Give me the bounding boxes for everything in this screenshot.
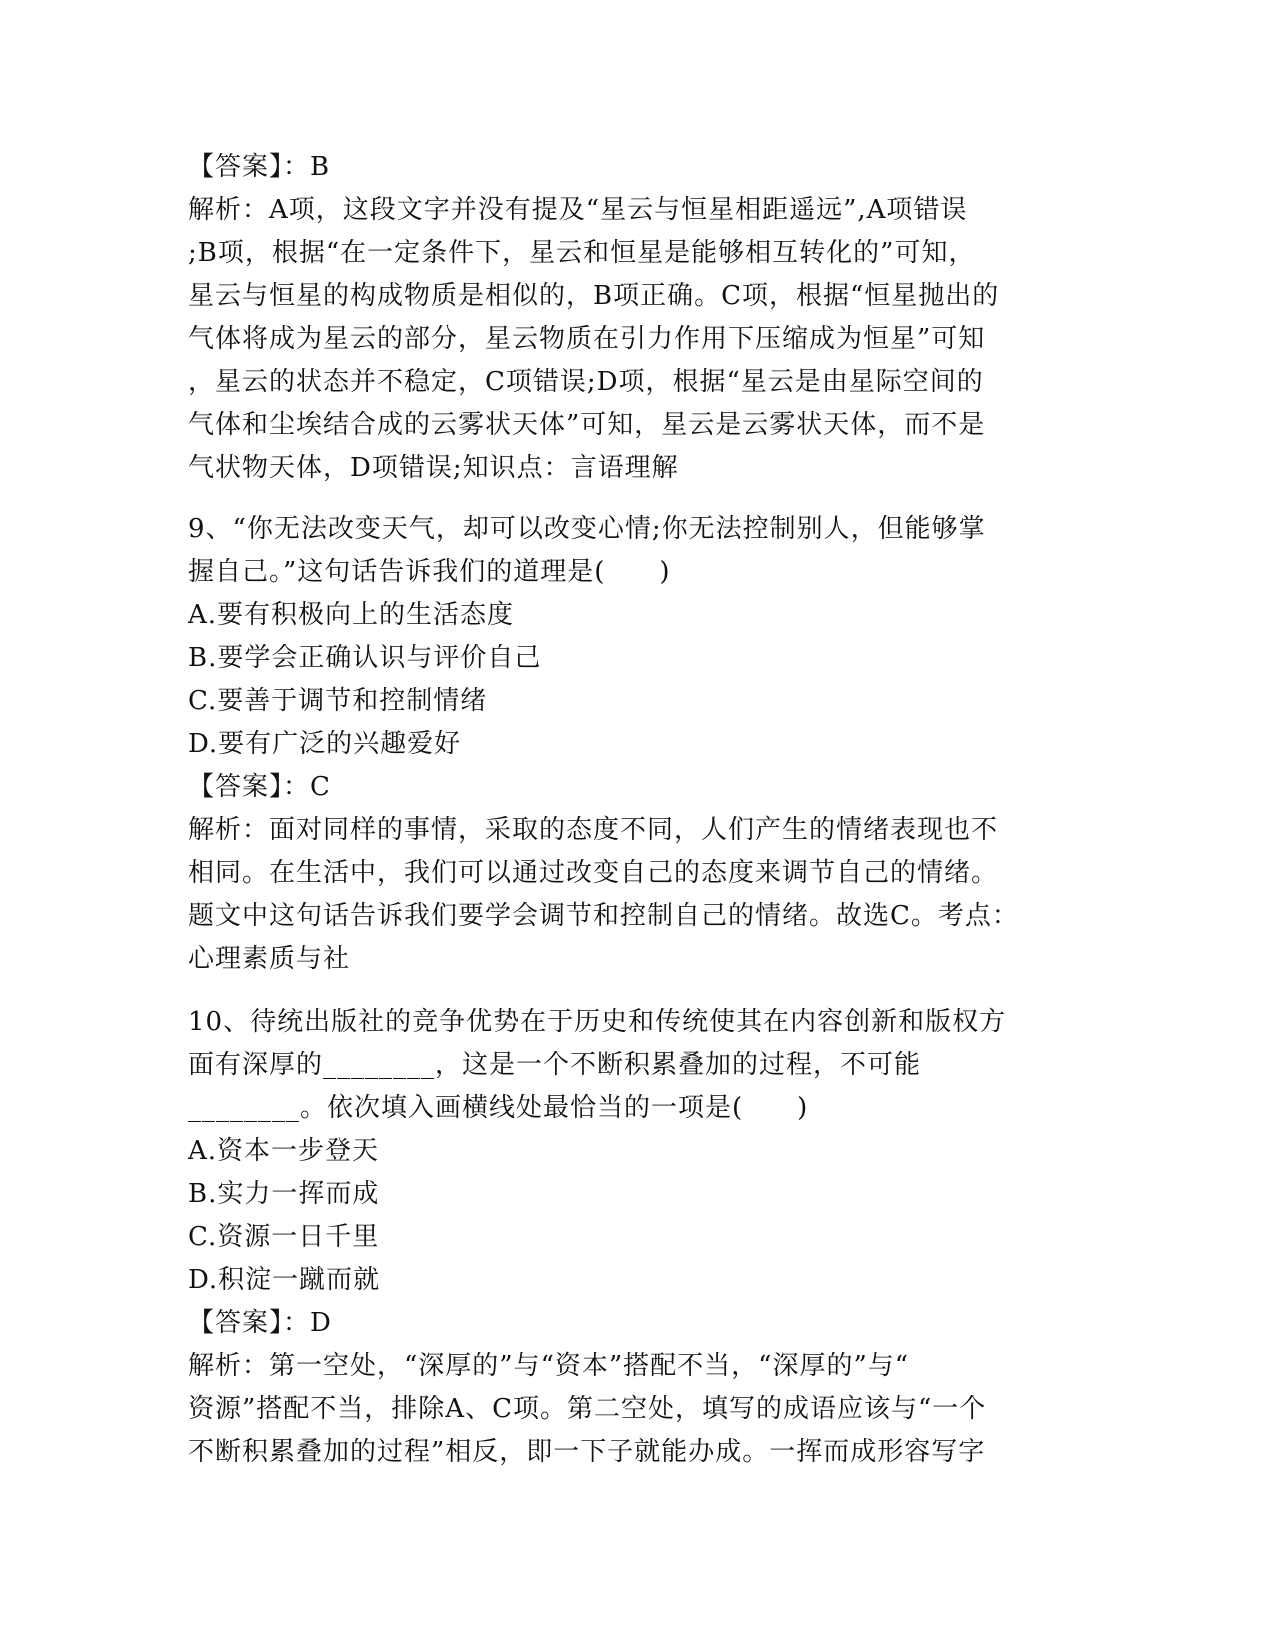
analysis-line: 解析：面对同样的事情，采取的态度不同，人们产生的情绪表现也不: [188, 815, 999, 845]
analysis-line: 解析：A项，这段文字并没有提及“星云与恒星相距遥远”,A项错误: [188, 195, 968, 225]
option-b: B.实力一挥而成: [188, 1179, 380, 1209]
analysis-block: [188, 809, 1068, 981]
analysis-line: 题文中这句话告诉我们要学会调节和控制自己的情绪。故选C。考点：: [188, 901, 1019, 931]
stem-line: ________。依次填入画横线处最恰当的一项是( ): [188, 1093, 809, 1123]
question-8-section: [188, 146, 1068, 490]
stem-line: 10、待统出版社的竞争优势在于历史和传统使其在内容创新和版权方: [188, 1007, 1007, 1037]
analysis-block: [188, 189, 1068, 490]
analysis-line: 心理素质与社: [188, 944, 351, 974]
analysis-line: 资源”搭配不当，排除A、C项。第二空处，填写的成语应该与“一个: [188, 1394, 987, 1424]
question-stem: [188, 508, 1068, 594]
stem-line: 握自己。”这句话告诉我们的道理是( ): [188, 557, 671, 587]
option-a: A.资本一步登天: [188, 1136, 380, 1166]
question-stem: [188, 1001, 1068, 1130]
option-list: [188, 594, 1068, 766]
answer-label: 【答案】：C: [188, 772, 331, 802]
analysis-line: 星云与恒星的构成物质是相似的，B项正确。C项，根据“恒星抛出的: [188, 281, 1000, 311]
option-list: [188, 1130, 1068, 1302]
analysis-line: 解析：第一空处，“深厚的”与“资本”搭配不当，“深厚的”与“: [188, 1351, 910, 1381]
stem-line: 面有深厚的________，这是一个不断积累叠加的过程，不可能: [188, 1050, 922, 1080]
question-9-section: [188, 508, 1068, 981]
analysis-line: 气体和尘埃结合成的云雾状天体”可知，星云是云雾状天体，而不是: [188, 410, 986, 440]
option-a: A.要有积极向上的生活态度: [188, 600, 515, 630]
answer-label: 【答案】：B: [188, 152, 331, 182]
option-c: C.资源一日千里: [188, 1222, 380, 1252]
analysis-line: 气状物天体，D项错误;知识点：言语理解: [188, 453, 679, 483]
section-spacer: [188, 490, 1068, 508]
option-b: B.要学会正确认识与评价自己: [188, 643, 542, 673]
analysis-line: 不断积累叠加的过程”相反，即一下子就能办成。一挥而成形容写字: [188, 1437, 986, 1467]
answer-label: 【答案】：D: [188, 1308, 332, 1338]
option-d: D.要有广泛的兴趣爱好: [188, 729, 462, 759]
option-d: D.积淀一蹴而就: [188, 1265, 381, 1295]
question-10-section: [188, 1001, 1068, 1474]
analysis-line: ，星云的状态并不稳定，C项错误;D项，根据“星云是由星际空间的: [188, 367, 984, 397]
page-content: [188, 146, 1068, 1474]
analysis-line: 气体将成为星云的部分，星云物质在引力作用下压缩成为恒星”可知: [188, 324, 986, 354]
analysis-line: ;B项，根据“在一定条件下，星云和恒星是能够相互转化的”可知，: [188, 238, 976, 268]
stem-line: 9、“你无法改变天气，却可以改变心情;你无法控制别人，但能够掌: [188, 514, 986, 544]
analysis-line: 相同。在生活中，我们可以通过改变自己的态度来调节自己的情绪。: [188, 858, 999, 888]
section-spacer: [188, 981, 1068, 1001]
option-c: C.要善于调节和控制情绪: [188, 686, 488, 716]
analysis-block: [188, 1345, 1068, 1474]
